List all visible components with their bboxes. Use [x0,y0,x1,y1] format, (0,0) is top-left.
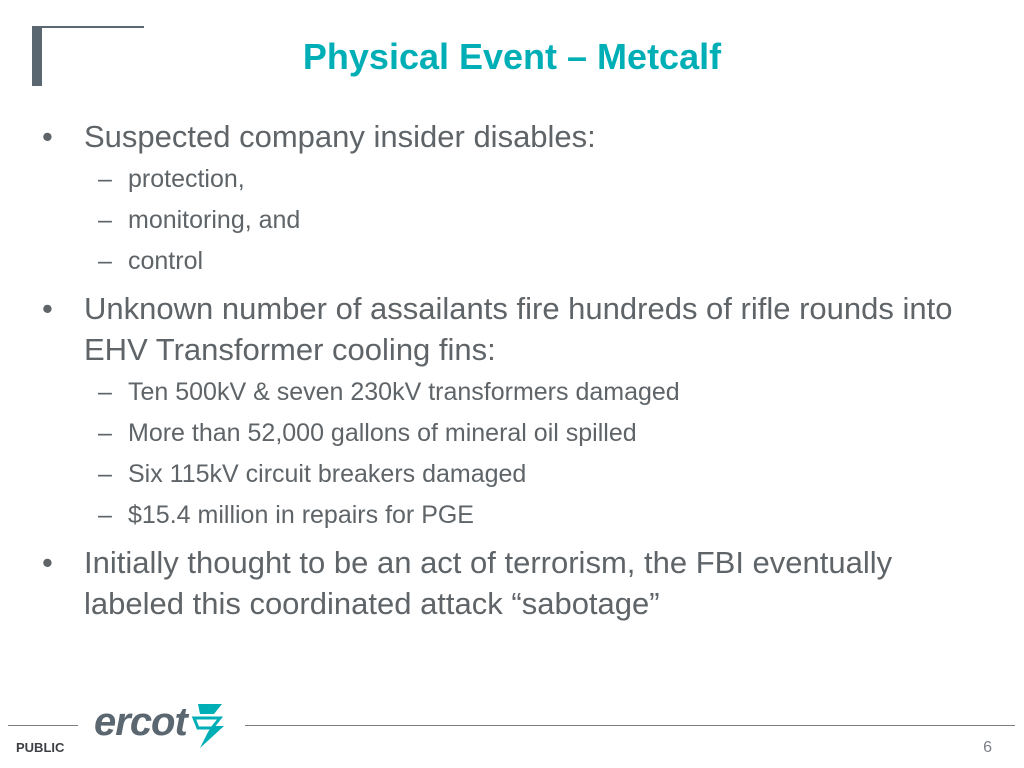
sub-bullet-text: More than 52,000 gallons of mineral oil spilled [128,419,637,447]
logo-wordmark: ercot [94,700,187,744]
sub-bullet-text: control [128,247,204,275]
sub-bullet: – More than 52,000 gallons of mineral oil spilled [98,419,637,447]
sub-bullet: – Ten 500kV & seven 230kV transformers damaged [98,378,680,406]
lightning-bolt-icon [190,702,226,748]
footer-divider-right [245,725,1015,726]
slide-title: Physical Event – Metcalf [302,36,722,77]
sub-bullet: – monitoring, and [98,206,301,234]
bullet-3-text: Initially thought to be an act of terrorism, the FBI eventually labeled this coordinated attack “sabotage” [84,545,893,621]
bullet-3: • Initially thought to be an act of terrorism, the FBI eventually labeled this coordinated attack “sabotage” [42,545,893,621]
page-number: 6 [983,739,992,756]
bullet-2-text: Unknown number of assailants fire hundreds of rifle rounds into EHV Transformer cooling fins: [84,291,953,367]
sub-bullet-text: protection, [128,165,245,193]
classification-label: PUBLIC [16,740,65,755]
sub-bullet-text: monitoring, and [128,206,301,234]
sub-bullet: – $15.4 million in repairs for PGE [98,501,474,529]
slide-body [38,116,988,626]
bullet-2-sublist [38,372,988,536]
sub-bullet: – Six 115kV circuit breakers damaged [98,460,527,488]
bracket-top-line [32,26,144,28]
bullet-2: • Unknown number of assailants fire hundreds of rifle rounds into EHV Transformer cooling fins: [42,291,953,367]
bullet-1-text: Suspected company insider disables: [84,119,596,154]
sub-bullet-text: Ten 500kV & seven 230kV transformers damaged [128,378,680,406]
sub-bullet-text: Six 115kV circuit breakers damaged [128,460,527,488]
sub-bullet: – protection, [98,165,245,193]
sub-bullet-text: $15.4 million in repairs for PGE [128,501,474,529]
ercot-logo [94,700,234,750]
sub-bullet: – control [98,247,204,275]
footer-divider-left [8,725,78,726]
bullet-1-sublist [38,159,988,282]
bullet-1: • Suspected company insider disables: [42,119,596,154]
